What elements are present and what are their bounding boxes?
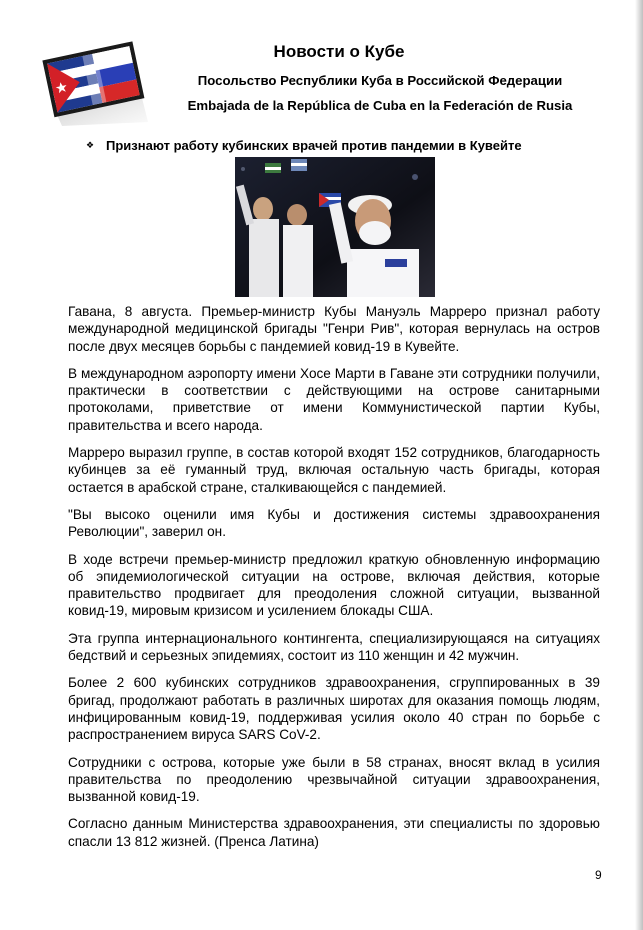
article-paragraph: Более 2 600 кубинских сотрудников здравоохранения, сгруппированных в 39 бригад, продолжают работать в различных широтах для оказания помощь людям, инфицированным ковид-19, поддерживая усилия около 40 стран по борьбе с распространением вируса SARS CoV-2. xyxy=(68,675,600,743)
page-edge-shadow xyxy=(635,0,643,930)
article-paragraph: Марреро выразил группе, в состав которой входят 152 сотрудников, благодарность кубинцев за её гуманный труд, включая остальную часть бригады, которая остается в арабской стране, сталкивающейся с пандемией. xyxy=(68,445,600,495)
article-paragraph: Согласно данным Министерства здравоохранения, эти специалисты по здоровью спасли 13 812 жизней. (Пренса Латина) xyxy=(68,816,600,849)
article-paragraph: Эта группа интернационального контингента, специализирующаяся на ситуациях бедствий и серьезных эпидемиях, состоит из 110 женщин и 42 мужчин. xyxy=(68,630,600,664)
article-paragraph: В ходе встречи премьер-министр предложил краткую обновленную информацию об эпидемиологической ситуации на острове, включая действия, которые правительство продвигает для преодоления сложной ситуации, вызванной ковид-19, мировым кризисом и усилением блокады США. xyxy=(68,551,600,619)
photo-doctors-with-flags xyxy=(235,157,435,297)
article-paragraph: Сотрудники с острова, которые уже были в 58 странах, вносят вклад в усилия правительства по преодолению чрезвычайной ситуации здравоохранения, вызванной ковид-19. xyxy=(68,754,600,805)
embassy-name-spanish: Embajada de la República de Cuba en la Federación de Rusia xyxy=(187,98,573,113)
article-body xyxy=(68,303,600,860)
article-paragraph: "Вы высоко оценили имя Кубы и достижения системы здравоохранения Революции", заверил он. xyxy=(68,506,600,540)
page-title: Новости о Кубе xyxy=(273,42,405,61)
embassy-name-russian: Посольство Республики Куба в Российской Федерации xyxy=(197,73,563,88)
article-paragraph: Гавана, 8 августа. Премьер-министр Кубы Мануэль Марреро признал работу международной медицинской бригады "Генри Рив", которая вернулась на остров после двух месяцев борьбы с пандемией ковид-19 в Кувейте. xyxy=(68,304,600,354)
bullet-diamond-icon: ❖ xyxy=(86,140,95,150)
article-headline xyxy=(86,138,522,153)
headline-text: Признают работу кубинских врачей против пандемии в Кувейте xyxy=(106,138,522,153)
page-number: 9 xyxy=(595,868,602,882)
article-paragraph: В международном аэропорту имени Хосе Марти в Гаване эти сотрудники получили, практически в соответствии с действующими на острове санитарными протоколами, приветствие от имени Коммунистической партии Кубы, правительства и всего народа. xyxy=(68,365,600,433)
